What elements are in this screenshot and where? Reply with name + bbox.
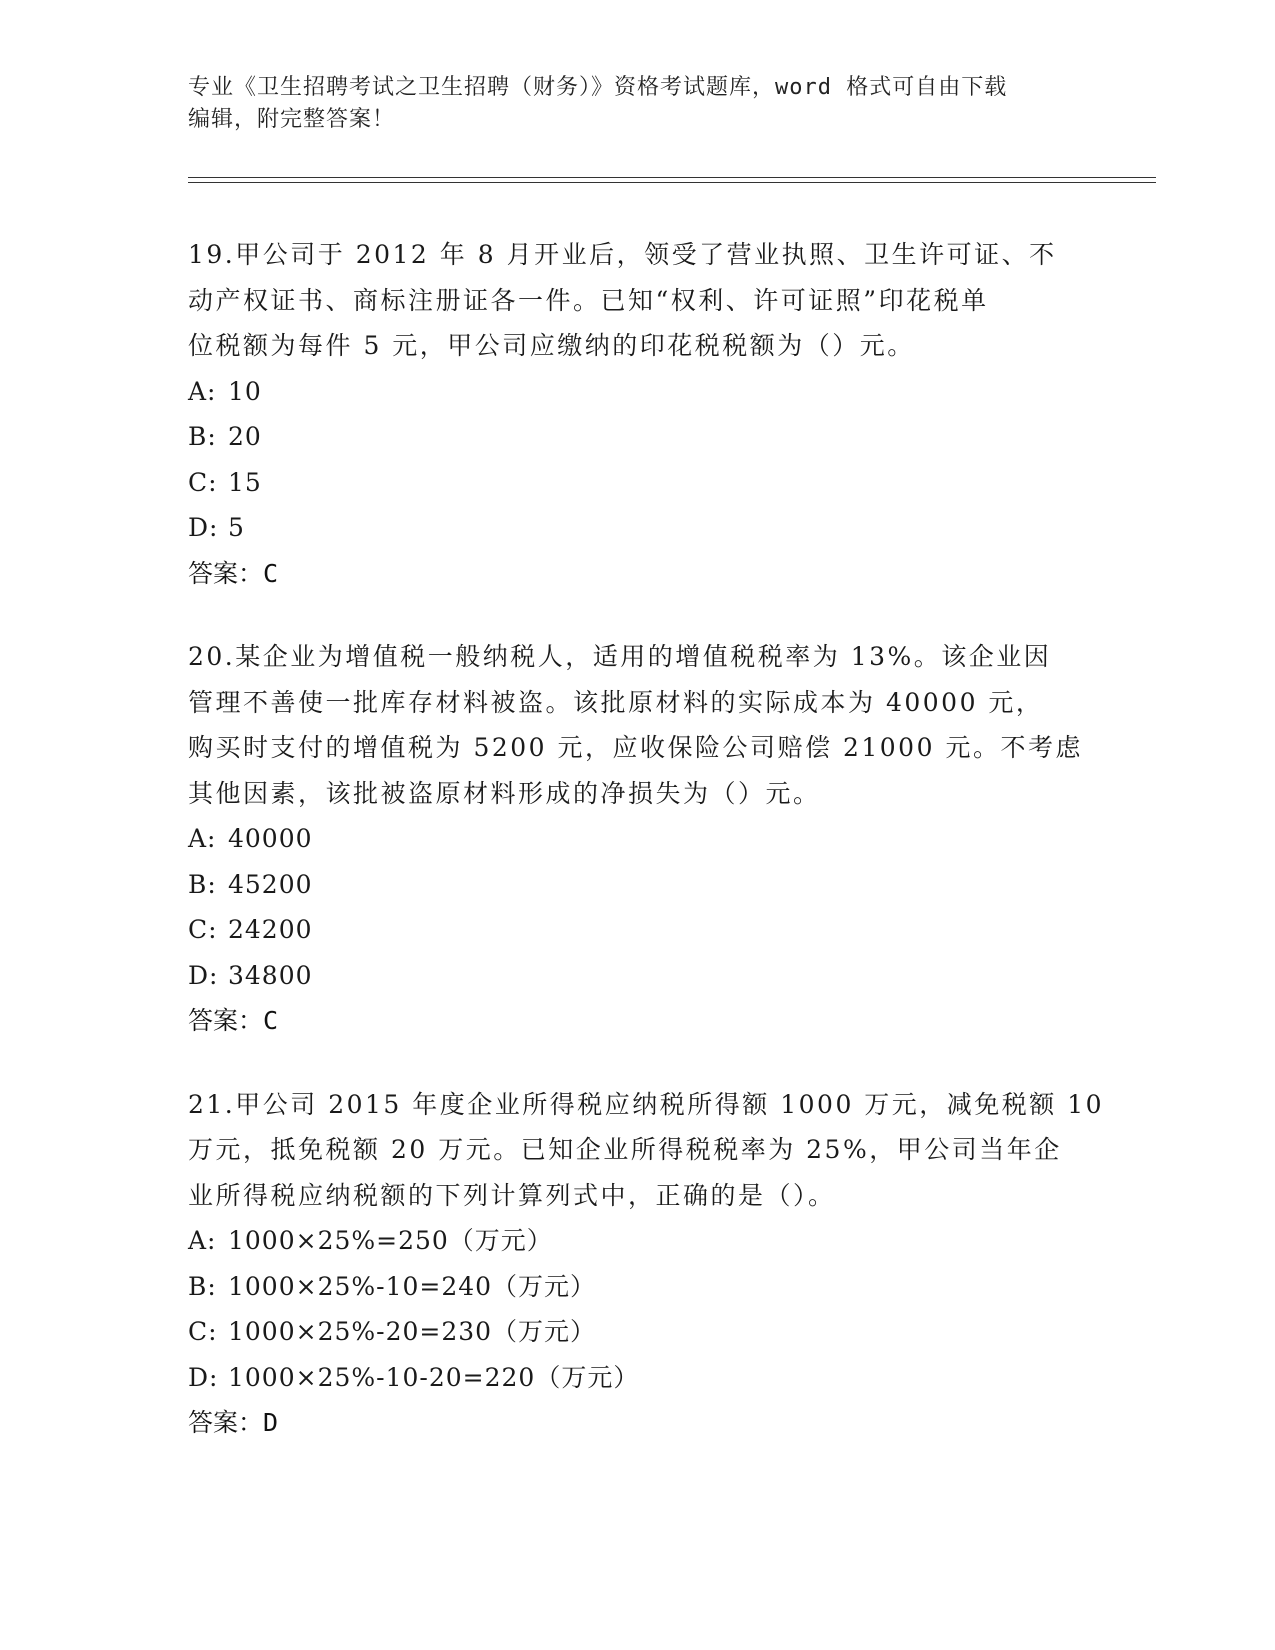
option-text: 45200 — [228, 869, 313, 899]
option-text: 40000 — [228, 824, 313, 853]
stem-line: 购买时支付的增值税为 5200 元，应收保险公司赔偿 21000 元。不考虑 — [188, 733, 1083, 762]
option-list — [188, 369, 1088, 551]
option-text: 15 — [228, 467, 262, 497]
stem-line: 其他因素，该批被盗原材料形成的净损失为（）元。 — [188, 778, 821, 808]
question-list — [188, 232, 1105, 1484]
option-a — [188, 369, 1088, 415]
option-a — [188, 1218, 1088, 1264]
option-text: 1000×25%-10=240（万元） — [228, 1271, 597, 1301]
option-key: D: — [188, 1362, 219, 1392]
option-text: 5 — [228, 513, 245, 542]
option-key: A: — [188, 824, 217, 853]
option-key: B: — [188, 869, 217, 899]
option-key: A: — [188, 1226, 217, 1255]
answer-line: 答案：C — [188, 1006, 279, 1035]
option-text: 24200 — [228, 915, 313, 944]
question-stem — [188, 1082, 1105, 1219]
option-key: B: — [188, 1271, 217, 1301]
answer-line: 答案：C — [188, 558, 279, 588]
option-key: A: — [188, 376, 217, 406]
option-a — [188, 816, 1088, 862]
option-d — [188, 1355, 1088, 1401]
option-key: C: — [188, 1317, 218, 1346]
question-stem — [188, 232, 1088, 369]
header-divider-top — [188, 177, 1156, 178]
option-key: D: — [188, 960, 219, 990]
stem-line: 万元，抵免税额 20 万元。已知企业所得税税率为 25%，甲公司当年企 — [188, 1135, 1062, 1164]
stem-line: 管理不善使一批库存材料被盗。该批原材料的实际成本为 40000 元， — [188, 687, 1044, 717]
option-c — [188, 460, 1088, 506]
stem-line: 位税额为每件 5 元，甲公司应缴纳的印花税税额为（）元。 — [188, 331, 915, 360]
option-d — [188, 953, 1088, 999]
option-c — [188, 1309, 1088, 1355]
header-line-2: 编辑，附完整答案！ — [188, 107, 396, 132]
option-text: 34800 — [228, 960, 313, 990]
option-text: 1000×25%=250（万元） — [228, 1226, 553, 1255]
option-c — [188, 907, 1088, 953]
stem-line: 业所得税应纳税额的下列计算列式中，正确的是（）。 — [188, 1180, 836, 1210]
option-key: D: — [188, 513, 219, 542]
question-19 — [188, 232, 1088, 596]
question-stem — [188, 634, 1088, 816]
option-d — [188, 505, 1088, 551]
option-list — [188, 816, 1088, 998]
stem-line: 动产权证书、商标注册证各一件。已知“权利、许可证照”印花税单 — [188, 285, 989, 315]
stem-line: 19.甲公司于 2012 年 8 月开业后，领受了营业执照、卫生许可证、不 — [188, 240, 1057, 269]
option-text: 10 — [228, 376, 262, 406]
header-divider-bottom — [188, 182, 1156, 183]
stem-line: 20.某企业为增值税一般纳税人，适用的增值税税率为 13%。该企业因 — [188, 642, 1052, 671]
option-key: B: — [188, 422, 217, 451]
option-key: C: — [188, 467, 218, 497]
option-list — [188, 1218, 1088, 1400]
option-text: 1000×25%-10-20=220（万元） — [228, 1362, 640, 1392]
question-21 — [188, 1082, 1105, 1446]
page-header — [188, 72, 1088, 136]
option-b — [188, 862, 1088, 908]
option-text: 20 — [228, 422, 262, 451]
option-text: 1000×25%-20=230（万元） — [228, 1317, 597, 1346]
question-20 — [188, 634, 1088, 1044]
option-b — [188, 1264, 1088, 1310]
answer-line: 答案：D — [188, 1408, 279, 1437]
option-key: C: — [188, 915, 218, 944]
option-b — [188, 414, 1088, 460]
stem-line: 21.甲公司 2015 年度企业所得税应纳税所得额 1000 万元，减免税额 10 — [188, 1089, 1105, 1119]
header-line-1: 专业《卫生招聘考试之卫生招聘（财务）》资格考试题库，word 格式可自由下载 — [188, 75, 1008, 100]
